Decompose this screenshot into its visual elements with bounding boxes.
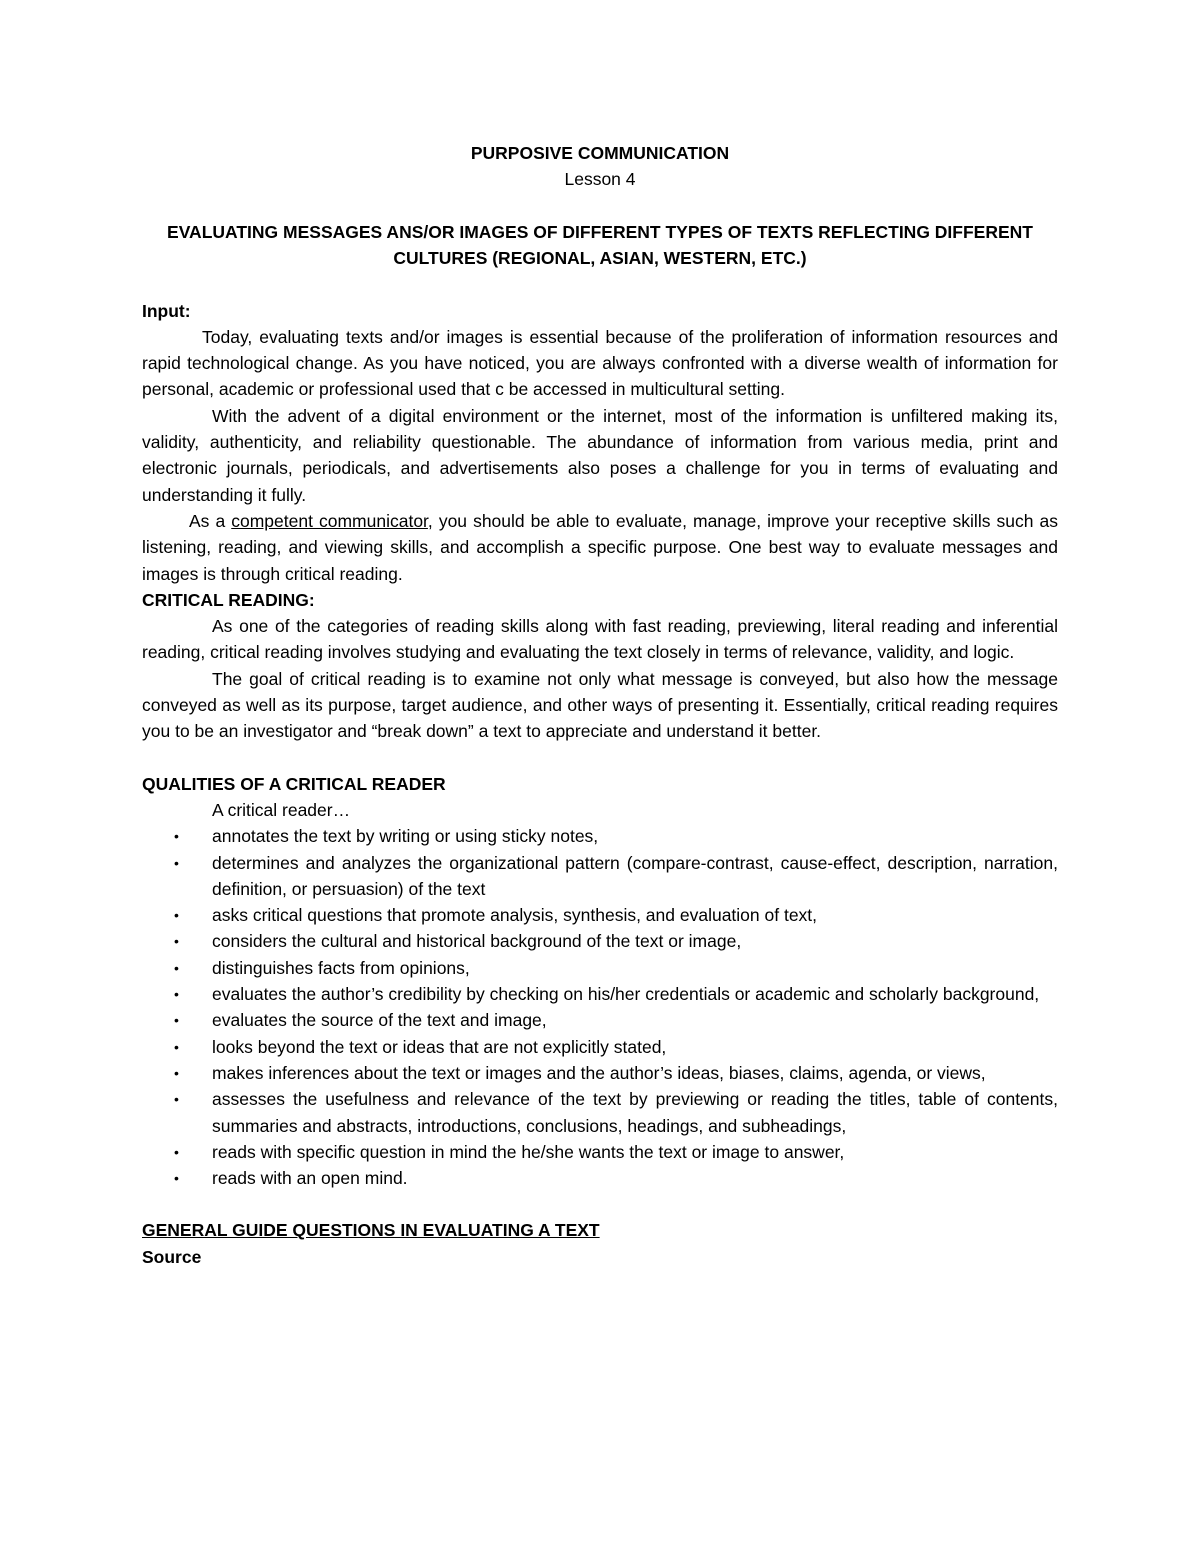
bullet-icon: • <box>174 1012 179 1029</box>
list-item-text: makes inferences about the text or images and the author’s ideas, biases, claims, agenda, or views, <box>212 1062 986 1083</box>
lesson-number: Lesson 4 <box>564 169 636 190</box>
input-paragraph-3 <box>142 508 1058 587</box>
list-item <box>142 823 1058 849</box>
list-item <box>142 902 1058 928</box>
list-item-text: considers the cultural and historical background of the text or image, <box>212 931 742 952</box>
list-item <box>142 981 1058 1007</box>
source-subheading: Source <box>142 1246 202 1267</box>
list-item <box>142 1034 1058 1060</box>
qualities-list <box>142 823 1058 1191</box>
list-item <box>142 1007 1058 1033</box>
list-item-text: evaluates the author’s credibility by checking on his/her credentials or academic and scholarly background, <box>212 984 1040 1005</box>
bullet-icon: • <box>174 1170 179 1187</box>
guide-questions-heading: GENERAL GUIDE QUESTIONS IN EVALUATING A TEXT <box>142 1220 600 1241</box>
bullet-icon: • <box>174 986 179 1003</box>
list-item-text: determines and analyzes the organizational pattern (compare-contrast, cause-effect, description, narration, definition, or persuasion) of the text <box>212 852 1058 899</box>
list-item-text: looks beyond the text or ideas that are not explicitly stated, <box>212 1036 667 1057</box>
list-item <box>142 1086 1058 1139</box>
list-item-text: reads with specific question in mind the he/she wants the text or image to answer, <box>212 1141 845 1162</box>
list-item-text: assesses the usefulness and relevance of the text by previewing or reading the titles, table of contents, summaries and abstracts, introductions, conclusions, headings, and subheadings, <box>212 1089 1058 1136</box>
lesson-topic-line-1: EVALUATING MESSAGES ANS/OR IMAGES OF DIFFERENT TYPES OF TEXTS REFLECTING DIFFERENT <box>167 221 1033 242</box>
qualities-intro: A critical reader… <box>212 799 351 820</box>
input-paragraph-2: With the advent of a digital environment or the internet, most of the information is unfiltered making its, validity, authenticity, and reliability questionable. The abundance of information from various media, print and electronic journals, periodicals, and advertisements also poses a challenge for you in terms of evaluating and understanding it fully. <box>142 405 1058 505</box>
course-title: PURPOSIVE COMMUNICATION <box>470 143 730 163</box>
list-item-text: reads with an open mind. <box>212 1168 408 1189</box>
bullet-icon: • <box>174 1038 179 1055</box>
competent-communicator-underlined: competent communicator <box>231 510 428 531</box>
critical-reading-paragraph-1: As one of the categories of reading skills along with fast reading, previewing, literal reading and inferential reading, critical reading involves studying and evaluating the text closely in terms of relevance, validity, and logic. <box>142 616 1058 663</box>
list-item <box>142 1165 1058 1191</box>
list-item-text: asks critical questions that promote analysis, synthesis, and evaluation of text, <box>212 905 818 926</box>
input-paragraph-3-suffix: , you should be able to evaluate, manage, improve your receptive skills such as listening, reading, and viewing skills, and accomplish a specific purpose. One best way to evaluate messages and images is through critical reading. <box>142 510 1058 584</box>
lesson-topic-line-2: CULTURES (REGIONAL, ASIAN, WESTERN, ETC.) <box>393 248 807 269</box>
list-item-text: annotates the text by writing or using sticky notes, <box>212 826 599 847</box>
bullet-icon: • <box>174 1143 179 1160</box>
critical-reading-heading: CRITICAL READING: <box>142 589 315 610</box>
list-item <box>142 1139 1058 1165</box>
lesson-topic-heading <box>142 219 1058 272</box>
bullet-icon: • <box>174 1091 179 1108</box>
bullet-icon: • <box>174 854 179 871</box>
list-item <box>142 1060 1058 1086</box>
bullet-icon: • <box>174 828 179 845</box>
input-paragraph-1: Today, evaluating texts and/or images is essential because of the proliferation of information resources and rapid technological change. As you have noticed, you are always confronted with a diverse wealth of information for personal, academic or professional used that c be accessed in multicultural setting. <box>142 326 1058 400</box>
list-item <box>142 955 1058 981</box>
list-item <box>142 928 1058 954</box>
input-paragraph-3-prefix: As a <box>189 510 232 531</box>
document-page <box>142 140 1058 1270</box>
input-label: Input: <box>142 300 191 321</box>
bullet-icon: • <box>174 1064 179 1081</box>
critical-reading-paragraph-2: The goal of critical reading is to examine not only what message is conveyed, but also how the message conveyed as well as its purpose, target audience, and other ways of presenting it. Essentially, critical reading requires you to be an investigator and “break down” a text to appreciate and understand it better. <box>142 668 1058 742</box>
bullet-icon: • <box>174 907 179 924</box>
qualities-heading: QUALITIES OF A CRITICAL READER <box>142 773 446 794</box>
list-item <box>142 850 1058 903</box>
list-item-text: distinguishes facts from opinions, <box>212 957 470 978</box>
list-item-text: evaluates the source of the text and image, <box>212 1010 547 1031</box>
bullet-icon: • <box>174 933 179 950</box>
bullet-icon: • <box>174 959 179 976</box>
